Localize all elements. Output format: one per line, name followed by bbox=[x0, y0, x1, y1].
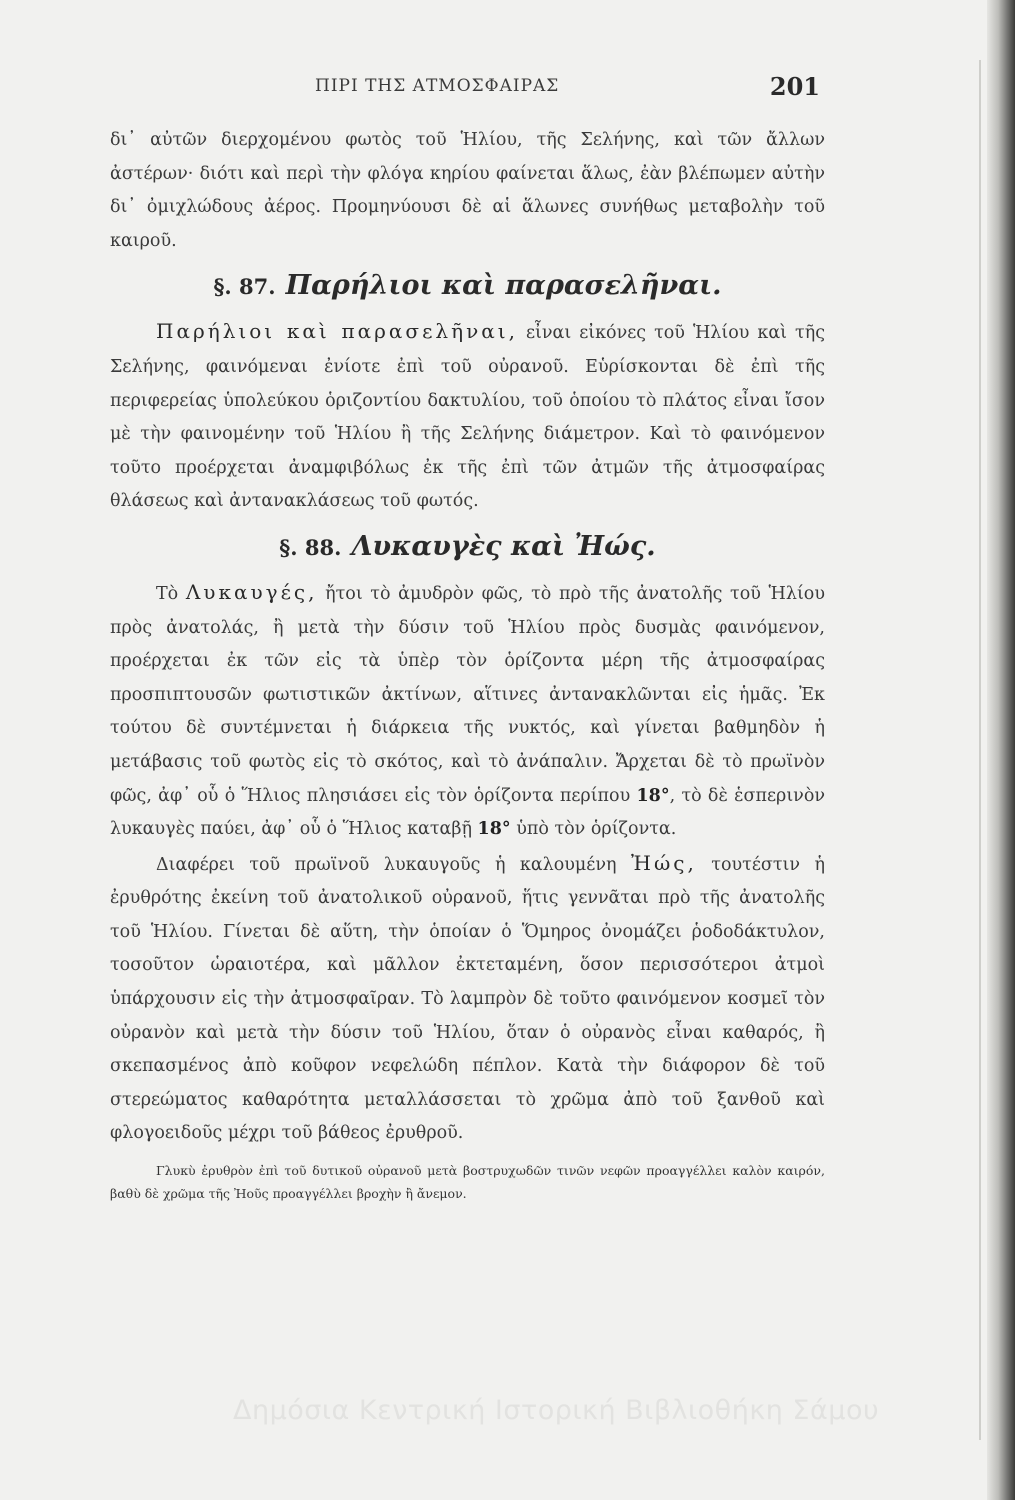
term-parhelia: Παρήλιοι καὶ παρασελῆναι, bbox=[156, 319, 518, 344]
page-edge-line bbox=[979, 60, 981, 1440]
paragraph-twilight-text-b: , τὸ δὲ ἑσπερινὸν λυκαυγὲς παύει, ἀφ᾽ οὗ ὁ Ἥλιος καταβῇ bbox=[110, 785, 825, 840]
paragraph-parhelia bbox=[110, 315, 825, 519]
page-body bbox=[110, 124, 825, 1205]
page-number: 201 bbox=[769, 72, 820, 101]
section-88-title: Λυκαυγὲς καὶ Ἠώς. bbox=[351, 530, 656, 562]
section-88-heading bbox=[110, 519, 825, 576]
degree-value-2: 18° bbox=[477, 819, 511, 840]
paragraph-twilight-text-c: ὑπὸ τὸν ὁρίζοντα. bbox=[510, 819, 677, 840]
page-header bbox=[110, 74, 820, 114]
paragraph-dawn bbox=[110, 847, 825, 1151]
paragraph-parhelia-text: εἶναι εἰκόνες τοῦ Ἡλίου καὶ τῆς Σελήνης, φαινόμεναι ἐνίοτε ἐπὶ τοῦ οὐρανοῦ. Εὑρίσκονται δὲ ἐπὶ τῆς περιφερείας ὑπολεύκου ὁριζοντίου δακτυλίου, τοῦ ὁποίου τὸ πλάτος εἶναι ἴσον μὲ τὴν φαινομένην τοῦ Ἡλίου ἢ τῆς Σελήνης διάμετρον. Καὶ τὸ φαινόμενον τοῦτο προέρχεται ἀναμφιβόλως ἐκ τῆς ἐπὶ τῶν ἀτμῶν τῆς ἀτμοσφαίρας θλάσεως καὶ ἀντανακλάσεως τοῦ φωτός. bbox=[110, 323, 825, 512]
paragraph-twilight-start: Τὸ bbox=[156, 583, 186, 604]
section-87-heading bbox=[110, 258, 825, 315]
term-twilight: Λυκαυγές, bbox=[185, 579, 318, 604]
section-87-number: §. 87. bbox=[213, 274, 276, 300]
footnote: Γλυκὺ ἐρυθρὸν ἐπὶ τοῦ δυτικοῦ οὐρανοῦ μετὰ βοστρυχωδῶν τινῶν νεφῶν προαγγέλλει καλὸν καιρόν, βαθὺ δὲ χρῶμα τῆς Ἠοῦς προαγγέλλει βροχὴν ἢ ἄνεμον. bbox=[110, 1163, 825, 1202]
library-watermark: Δημόσια Κεντρική Ιστορική Βιβλιοθήκη Σάμου bbox=[233, 1395, 880, 1426]
term-dawn: Ἠώς, bbox=[630, 850, 697, 875]
paragraph-twilight bbox=[110, 576, 825, 847]
paragraph-twilight-text-a: ἤτοι τὸ ἀμυδρὸν φῶς, τὸ πρὸ τῆς ἀνατολῆς τοῦ Ἡλίου πρὸς ἀνατολάς, ἢ μετὰ τὴν δύσιν τοῦ Ἡλίου πρὸς δυσμὰς φαινόμενον, προέρχεται ἐκ τῶν εἰς τὰ ὑπὲρ τὸν ὁρίζοντα μέρη τῆς ἀτμοσφαίρας προσπιπτουσῶν φωτιστικῶν ἀκτίνων, αἵτινες ἀντανακλῶνται εἰς ἡμᾶς. Ἐκ τούτου δὲ συντέμνεται ἡ διάρκεια τῆς νυκτός, καὶ γίνεται βαθμηδὸν ἡ μετάβασις τοῦ φωτὸς εἰς τὸ σκότος, καὶ τὸ ἀνάπαλιν. Ἄρχεται δὲ τὸ πρωϊνὸν φῶς, ἀφ᾽ οὗ ὁ Ἥλιος πλησιάσει εἰς τὸν ὁρίζοντα περίπου bbox=[110, 583, 825, 806]
paragraph-dawn-text-a: Διαφέρει τοῦ πρωϊνοῦ λυκαυγοῦς ἡ καλουμένη bbox=[156, 854, 631, 875]
section-88-number: §. 88. bbox=[279, 534, 342, 560]
paragraph-dawn-text-b: τουτέστιν ἡ ἐρυθρότης ἐκείνη τοῦ ἀνατολικοῦ οὐρανοῦ, ἥτις γεννᾶται πρὸ τῆς ἀνατολῆς τοῦ Ἡλίου. Γίνεται δὲ αὕτη, τὴν ὁποίαν ὁ Ὅμηρος ὀνομάζει ῥοδοδάκτυλον, τοσοῦτον ὡραιοτέρα, καὶ μᾶλλον ἐκτεταμένη, ὅσον περισσότεροι ἀτμοὶ ὑπάρχουσιν εἰς τὴν ἀτμοσφαῖραν. Τὸ λαμπρὸν δὲ τοῦτο φαινόμενον κοσμεῖ τὸν οὐρανὸν καὶ μετὰ τὴν δύσιν τοῦ Ἡλίου, ὅταν ὁ οὐρανὸς εἶναι καθαρός, ἢ σκεπασμένος ἀπὸ κοῦφον νεφελώδη πέπλον. Κατὰ τὴν διάφορον δὲ τοῦ στερεώματος καθαρότητα μεταλλάσσεται τὸ χρῶμα ἀπὸ τοῦ ξανθοῦ καὶ φλογοειδοῦς μέχρι τοῦ βάθεος ἐρυθροῦ. bbox=[110, 854, 825, 1144]
degree-value-1: 18° bbox=[636, 785, 670, 806]
page-edge-shadow bbox=[987, 0, 1015, 1500]
section-87-title: Παρήλιοι καὶ παρασελῆναι. bbox=[285, 270, 722, 302]
running-title: ΠΙΡΙ ΤΗΣ ΑΤΜΟΣΦΑΙΡΑΣ bbox=[315, 76, 560, 96]
paragraph-halo-continuation: δι᾽ αὐτῶν διερχομένου φωτὸς τοῦ Ἡλίου, τῆς Σελήνης, καὶ τῶν ἄλλων ἀστέρων· διότι καὶ περὶ τὴν φλόγα κηρίου φαίνεται ἅλως, ἐὰν βλέπωμεν αὐτὴν δι᾽ ὀμιχλώδους ἀέρος. Προμηνύουσι δὲ αἱ ἅλωνες συνήθως μεταβολὴν τοῦ καιροῦ. bbox=[110, 130, 825, 251]
